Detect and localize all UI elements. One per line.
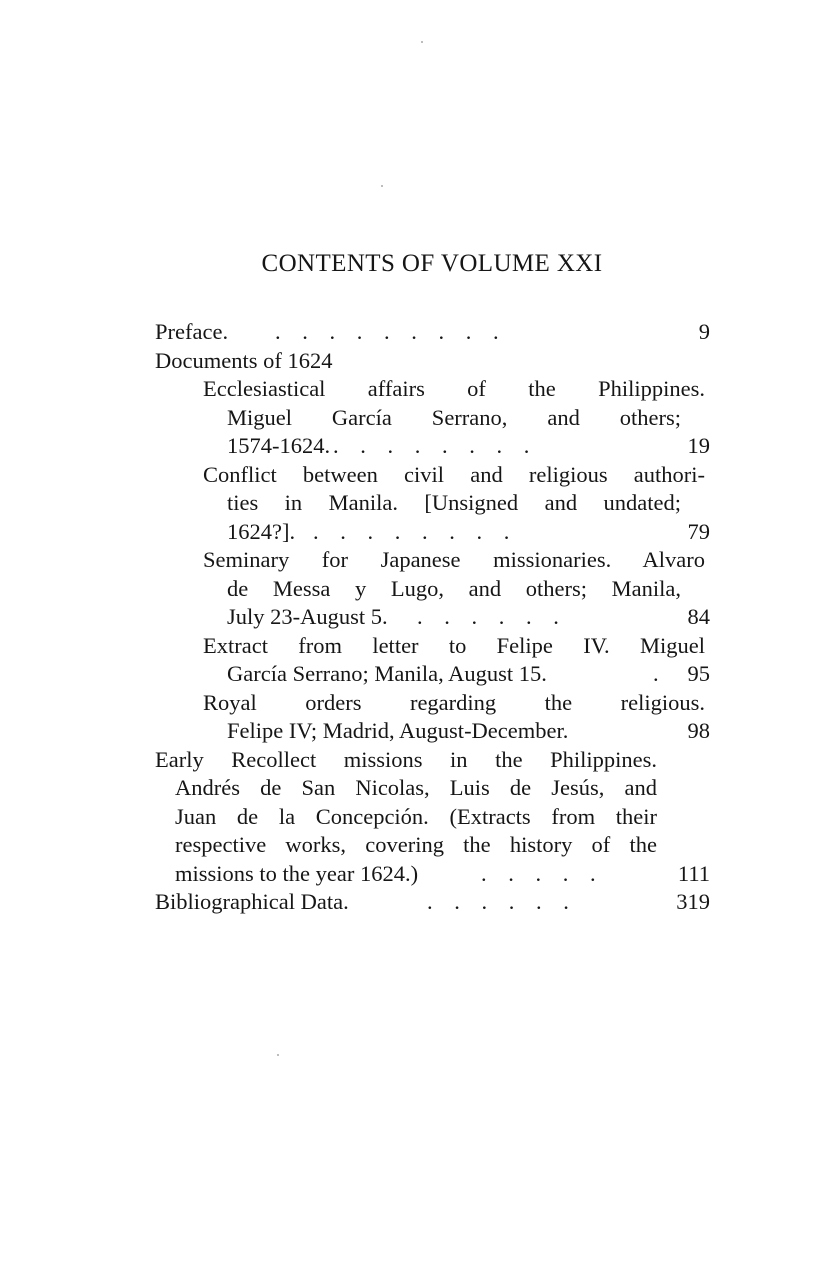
toc-entry-preface xyxy=(155,318,710,347)
entry-title: Bibliographical Data. xyxy=(155,889,349,914)
scan-speck xyxy=(381,185,383,187)
dot-leader: . . . . . xyxy=(481,860,596,886)
dot-leader: . . . . . . . . . xyxy=(275,319,499,344)
toc-section-heading xyxy=(155,347,710,376)
toc-entry-line: Juan de la Concepción. (Extracts from their xyxy=(175,803,657,829)
toc-entry-conflict xyxy=(155,518,710,547)
page-number: 111 xyxy=(677,860,710,886)
entry-title: García Serrano; Manila, August 15. xyxy=(227,661,547,686)
toc-entry-line: Andrés de San Nicolas, Luis de Jesús, and xyxy=(175,775,657,800)
toc-entry-line: Miguel García Serrano, and others; xyxy=(227,404,681,430)
table-of-contents xyxy=(155,318,710,917)
page-number: 98 xyxy=(687,718,710,743)
page-title: CONTENTS OF VOLUME XXI xyxy=(261,250,603,277)
toc-entry-royal-orders xyxy=(155,717,710,746)
toc-entry-seminary xyxy=(155,603,710,632)
toc-entry-line: respective works, covering the history of the xyxy=(175,832,657,857)
section-title: Documents of 1624 xyxy=(155,347,333,373)
dot-leader: . . . . . . xyxy=(417,604,559,629)
toc-entry-extract xyxy=(155,660,710,689)
toc-entry-line: Seminary for Japanese missionaries. Alvaro xyxy=(203,547,705,572)
page-number: 19 xyxy=(687,433,710,458)
toc-entry-line: Ecclesiastical affairs of the Philippines. xyxy=(203,376,705,401)
toc-entry-bibliographical xyxy=(155,888,710,917)
page-number: 84 xyxy=(687,604,710,629)
dot-leader: . . . . . . . . xyxy=(313,518,510,544)
toc-entry-line: ties in Manila. [Unsigned and undated; xyxy=(227,490,681,515)
dot-leader: . . . . . . xyxy=(427,889,569,914)
page-number: 319 xyxy=(676,889,710,914)
toc-entry-ecclesiastical xyxy=(155,432,710,461)
dot-leader: . . . . . . . . xyxy=(333,433,530,458)
toc-entry-line: Extract from letter to Felipe IV. Miguel xyxy=(203,632,705,658)
entry-title: Preface. xyxy=(155,319,229,344)
toc-entry-line: Royal orders regarding the religious. xyxy=(203,689,705,715)
entry-title: 1624?]. xyxy=(227,518,296,544)
scan-speck xyxy=(277,1054,279,1056)
page-number: 79 xyxy=(687,518,710,544)
entry-title: Felipe IV; Madrid, August-December. xyxy=(227,718,569,743)
entry-title: July 23-August 5. xyxy=(227,604,388,629)
dot-leader: . xyxy=(653,661,659,686)
toc-entry-recollect xyxy=(155,860,710,889)
page-number: 95 xyxy=(687,661,710,686)
toc-entry-line: Conflict between civil and religious authori- xyxy=(203,461,705,487)
entry-title: 1574-1624. xyxy=(227,433,331,458)
page-number: 9 xyxy=(698,319,710,344)
toc-entry-line: de Messa y Lugo, and others; Manila, xyxy=(227,575,681,601)
scan-speck xyxy=(421,41,423,43)
toc-entry-line: Early Recollect missions in the Philippines. xyxy=(155,746,657,772)
entry-title: missions to the year 1624.) xyxy=(175,860,419,886)
